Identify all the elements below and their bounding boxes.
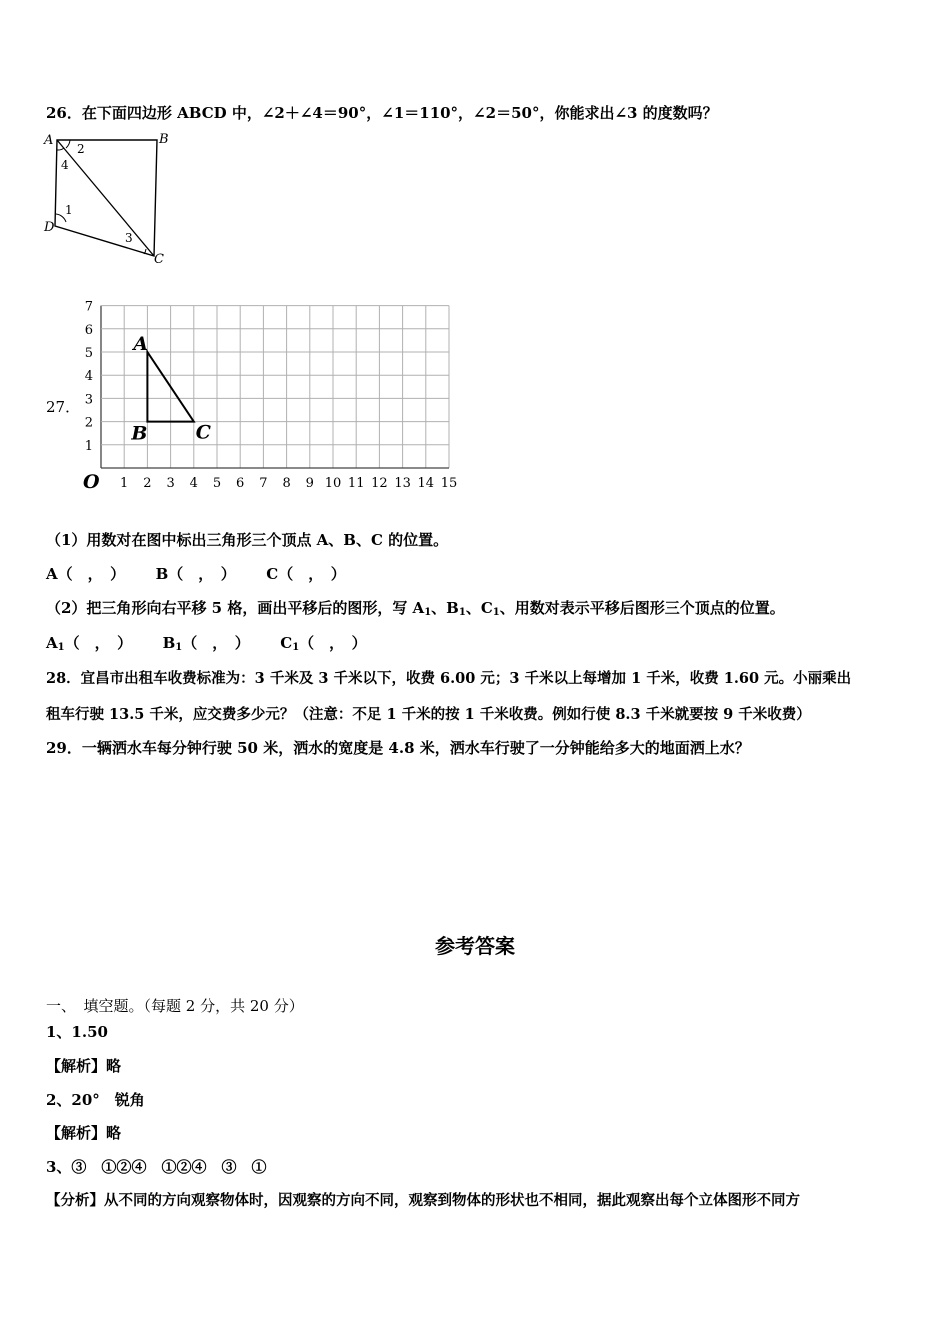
- vertex-b-label: B: [131, 422, 148, 445]
- x-tick-label: 5: [212, 476, 222, 491]
- y-tick-label: 2: [84, 415, 93, 431]
- vertex-b-label: B: [159, 132, 169, 147]
- x-tick-label: 12: [371, 476, 388, 491]
- vertex-c-label: C: [195, 421, 211, 444]
- q26-text: 26．在下面四边形 ABCD 中，∠2＋∠4＝90°，∠1＝110°，∠2＝50°，你能求出∠3 的度数吗？: [46, 104, 718, 122]
- q27-answer1-row: [46, 563, 346, 584]
- subscript-1: 1: [424, 607, 432, 618]
- angle-1-label: 1: [65, 203, 73, 217]
- angle-4-label: 4: [61, 158, 69, 172]
- answers-title: 参考答案: [435, 934, 515, 958]
- answer-b-blank: B（ ， ）: [155, 565, 236, 583]
- answer-3: 3、③ ①②④ ①②④ ③ ①: [46, 1158, 267, 1176]
- part2-text-prefix: （2）把三角形向右平移 5 格，画出平移后的图形，写 A: [46, 599, 425, 617]
- x-tick-label: 8: [282, 476, 291, 491]
- answer-c-blank: C（ ， ）: [266, 565, 346, 583]
- q27-answer2-row: [46, 632, 367, 653]
- answer-2: 2、20° 锐角: [46, 1091, 145, 1109]
- y-tick-label: 5: [84, 346, 93, 361]
- y-tick-label: 4: [84, 369, 93, 385]
- x-tick-label: 9: [305, 476, 314, 491]
- angle-4-arc: [57, 148, 64, 150]
- answer-1: 1、1.50: [46, 1023, 108, 1041]
- x-tick-label: 1: [120, 476, 129, 491]
- answer-c1-blank: $C_1$（ ， ）: [280, 634, 367, 653]
- vertex-a-label: A: [44, 133, 54, 148]
- vertex-d-label: D: [44, 220, 55, 235]
- part2-text-mid2: 、C: [465, 599, 493, 617]
- q27-part2: [46, 597, 785, 618]
- q29-text: 29．一辆洒水车每分钟行驶 50 米，洒水的宽度是 4.8 米，洒水车行驶了一分钟能给多大的地面洒上水？: [46, 739, 750, 757]
- y-tick-label: 7: [84, 299, 93, 315]
- y-tick-label: 6: [84, 322, 93, 338]
- q26-quadrilateral-figure: [40, 126, 180, 266]
- x-tick-label: 4: [189, 476, 198, 491]
- x-tick-label: 13: [394, 476, 411, 491]
- y-tick-label: 3: [84, 392, 93, 408]
- subscript-1: 1: [492, 607, 500, 618]
- grid-lines: [101, 306, 449, 468]
- q27-number: 27．: [46, 398, 81, 416]
- q27-part1: （1）用数对在图中标出三角形三个顶点 A、B、C 的位置。: [46, 531, 449, 549]
- x-tick-label: 11: [347, 476, 365, 491]
- answer-a-blank: A（ ， ）: [46, 565, 126, 583]
- part2-text-suffix: 、用数对表示平移后图形三个顶点的位置。: [499, 599, 785, 617]
- x-tick-label: 14: [417, 476, 435, 491]
- x-tick-label: 10: [324, 476, 342, 491]
- answer-b1-blank: $B_1$（ ， ）: [162, 634, 250, 653]
- angle-3-label: 3: [125, 231, 133, 245]
- q28-line1: 28．宜昌市出租车收费标准为：3 千米及 3 千米以下，收费 6.00 元；3 千米以上每增加 1 千米，收费 1.60 元。小丽乘出: [46, 670, 852, 687]
- x-tick-label: 15: [440, 476, 458, 491]
- x-tick-label: 6: [236, 476, 245, 491]
- diagonal-ac: [57, 140, 154, 256]
- angle-2-label: 2: [77, 142, 85, 156]
- answers-section-heading: 一、 填空题。（每题 2 分，共 20 分）: [46, 997, 304, 1015]
- x-tick-label: 3: [166, 476, 175, 491]
- subscript-1: 1: [458, 607, 466, 618]
- y-tick-label: 1: [84, 438, 93, 454]
- origin-label: O: [83, 471, 100, 493]
- q28-line2: 租车行驶 13.5 千米，应交费多少元？（注意：不足 1 千米的按 1 千米收费。例如行使 8.3 千米就要按 9 千米收费）: [46, 706, 811, 723]
- answer-3-note: 【分析】从不同的方向观察物体时，因观察的方向不同，观察到物体的形状也不相同，据此观察出每个立体图形不同方: [46, 1192, 800, 1209]
- vertex-c-label: C: [154, 252, 164, 266]
- angle-2-arc: [66, 140, 70, 148]
- part2-text-mid1: 、B: [431, 599, 459, 617]
- x-tick-label: 2: [143, 476, 152, 491]
- answer-2-note: 【解析】略: [46, 1124, 122, 1142]
- vertex-a-label: A: [133, 333, 149, 355]
- x-tick-label: 7: [259, 476, 268, 491]
- answer-a1-blank: $A_1$（ ， ）: [46, 634, 133, 653]
- q27-coordinate-grid: [76, 296, 476, 501]
- answer-1-note: 【解析】略: [46, 1057, 122, 1075]
